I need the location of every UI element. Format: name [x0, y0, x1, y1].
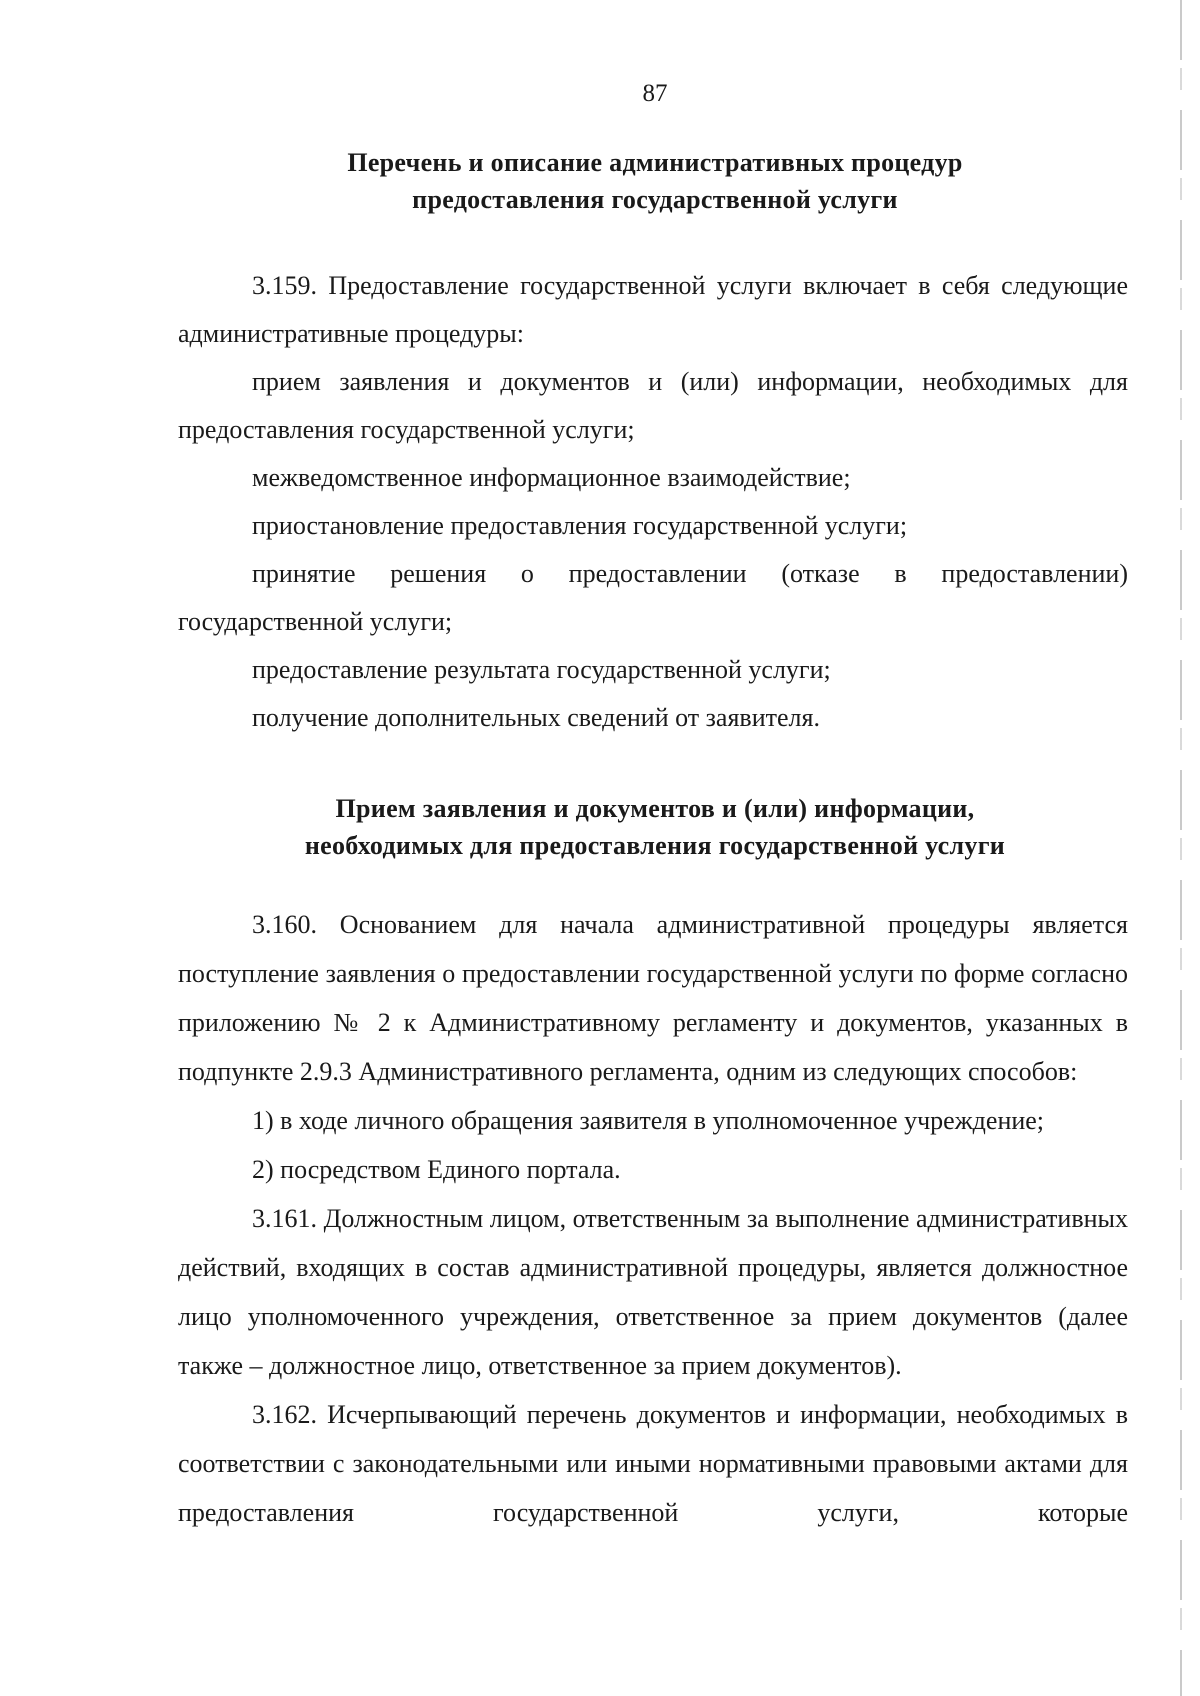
page-number: 87 [642, 80, 668, 107]
section-heading-procedures [0, 144, 1200, 218]
paragraph: 2) посредством Единого портала. [252, 1155, 621, 1184]
heading-line: Перечень и описание административных процедур [347, 148, 963, 177]
paragraph: 3.160. Основанием для начала административной процедуры является поступление заявления о предоставлении государственной услуги по форме согласно приложению № 2 к Административному регламенту и документов, указанных в подпункте 2.9.3 Административного регламента, одним из следующих способов: [178, 910, 1128, 1086]
heading-line: предоставления государственной услуги [412, 185, 898, 214]
paragraph: приостановление предоставления государственной услуги; [252, 511, 908, 540]
procedures-list [178, 262, 1128, 742]
paragraph: 3.161. Должностным лицом, ответственным за выполнение административных действий, входящих в состав административной процедуры, является должностное лицо уполномоченного учреждения, ответственное за прием документов (далее также – должностное лицо, ответственное за прием документов). [178, 1204, 1128, 1380]
reception-section [178, 900, 1128, 1537]
paragraph: межведомственное информационное взаимодействие; [252, 463, 851, 492]
paragraph: получение дополнительных сведений от заявителя. [252, 703, 820, 732]
paragraph: 1) в ходе личного обращения заявителя в уполномоченное учреждение; [252, 1106, 1045, 1135]
paragraph: 3.159. Предоставление государственной услуги включает в себя следующие административные процедуры: [178, 271, 1128, 348]
heading-line: необходимых для предоставления государственной услуги [304, 831, 1006, 860]
scan-edge-line [1180, 0, 1182, 1696]
paragraph: прием заявления и документов и (или) информации, необходимых для предоставления государственной услуги; [178, 367, 1128, 444]
heading-line: Прием заявления и документов и (или) информации, [335, 794, 975, 823]
paragraph: принятие решения о предоставлении (отказе в предоставлении) государственной услуги; [178, 559, 1128, 636]
paragraph: предоставление результата государственной услуги; [252, 655, 831, 684]
paragraph: 3.162. Исчерпывающий перечень документов и информации, необходимых в соответствии с законодательными или иными нормативными правовыми актами для предоставления государственной услуги, которые [178, 1400, 1128, 1527]
section-heading-reception [0, 790, 1200, 864]
